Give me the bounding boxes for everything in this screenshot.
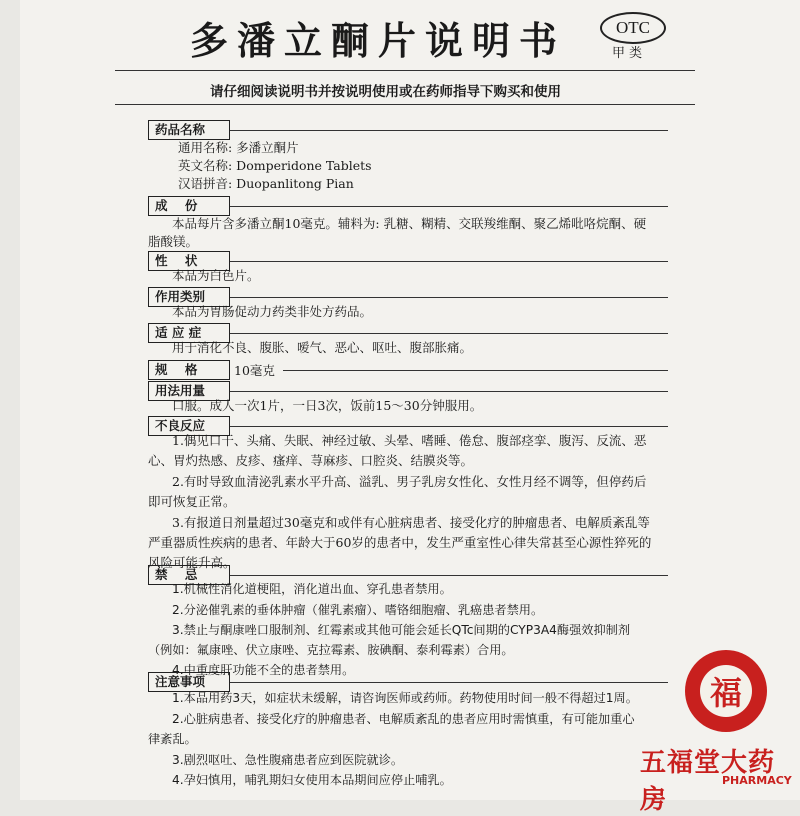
adverse-line: 严重器质性疾病的患者、年龄大于60岁的患者中，发生严重室性心律失常甚至心源性猝死的	[148, 535, 652, 550]
precaution-line: 1.本品用药3天，如症状未缓解，请咨询医师或药师。药物使用时间一般不得超过1周。	[172, 691, 638, 705]
section-rule	[283, 370, 668, 371]
otc-badge: OTC	[600, 12, 666, 44]
ingredients-line-2: 脂酸镁。	[148, 234, 199, 249]
indication-text: 用于消化不良、腹胀、嗳气、恶心、呕吐、腹部胀痛。	[172, 340, 473, 355]
generic-name: 通用名称: 多潘立酮片	[178, 140, 299, 155]
section-rule	[230, 426, 668, 427]
precaution-line: 4.孕妇慎用，哺乳期妇女使用本品期间应停止哺乳。	[172, 773, 452, 787]
section-rule	[230, 130, 668, 131]
pharmacy-brand-name: 五福堂大药房	[640, 748, 776, 815]
section-rule	[230, 682, 668, 683]
section-title: 用法用量	[148, 381, 230, 401]
adverse-line: 1.偶见口干、头痛、失眠、神经过敏、头晕、嗜睡、倦怠、腹部痉挛、腹泻、反流、恶	[172, 433, 647, 448]
spec-value: 10毫克	[234, 363, 275, 378]
section-rule	[230, 391, 668, 392]
contraindication-line: 4.中重度肝功能不全的患者禁用。	[172, 663, 355, 677]
header-divider-bottom	[115, 104, 695, 105]
section-rule	[230, 333, 668, 334]
section-header-spec	[148, 360, 668, 380]
pharmacy-logo-icon	[685, 650, 767, 732]
adverse-line: 心、胃灼热感、皮疹、瘙痒、荨麻疹、口腔炎、结膜炎等。	[148, 453, 474, 468]
dosage-text: 口服。成人一次1片，一日3次，饭前15～30分钟服用。	[172, 398, 483, 413]
header-divider-top	[115, 70, 695, 71]
section-title: 适 应 症	[148, 323, 230, 343]
fu-character: 福	[700, 665, 752, 717]
adverse-line: 3.有报道日剂量超过30毫克和或伴有心脏病患者、接受化疗的肿瘤患者、电解质紊乱等	[172, 515, 650, 530]
section-rule	[230, 261, 668, 262]
section-title: 性 状	[148, 251, 230, 271]
document-title: 多潘立酮片说明书	[190, 19, 567, 63]
section-title: 药品名称	[148, 120, 230, 140]
section-title: 注意事项	[148, 672, 230, 692]
section-title: 不良反应	[148, 416, 230, 436]
section-header-name	[148, 120, 668, 140]
adverse-line: 风险可能升高。	[148, 555, 236, 570]
appearance-text: 本品为白色片。	[172, 268, 260, 283]
section-rule	[230, 206, 668, 207]
contraindication-line: 2.分泌催乳素的垂体肿瘤（催乳素瘤）、嗜铬细胞瘤、乳癌患者禁用。	[172, 603, 544, 617]
ingredients-line-1: 本品每片含多潘立酮10毫克。辅料为: 乳糖、糊精、交联羧维酮、聚乙烯吡咯烷酮、硬	[172, 216, 647, 231]
section-rule	[230, 575, 668, 576]
english-name: 英文名称: Domperidone Tablets	[178, 158, 372, 173]
adverse-line: 即可恢复正常。	[148, 494, 236, 509]
pinyin-name: 汉语拼音: Duopanlitong Pian	[178, 176, 354, 191]
precaution-line: 3.剧烈呕吐、急性腹痛患者应到医院就诊。	[172, 753, 404, 767]
contraindication-line: （例如：氟康唑、伏立康唑、克拉霉素、胺碘酮、泰利霉素）合用。	[148, 643, 514, 657]
contraindication-line: 1.机械性消化道梗阻，消化道出血、穿孔患者禁用。	[172, 582, 452, 596]
section-title: 成 份	[148, 196, 230, 216]
section-rule	[230, 297, 668, 298]
section-title: 作用类别	[148, 287, 230, 307]
usage-advisory: 请仔细阅读说明书并按说明使用或在药师指导下购买和使用	[210, 84, 561, 100]
category-text: 本品为胃肠促动力药类非处方药品。	[172, 304, 373, 319]
precaution-line: 2.心脏病患者、接受化疗的肿瘤患者、电解质紊乱的患者应用时需慎重，有可能加重心	[172, 712, 635, 726]
otc-class-label: 甲类	[612, 46, 647, 61]
section-header-ingredients	[148, 196, 668, 216]
section-title: 规 格	[148, 360, 230, 380]
adverse-line: 2.有时导致血清泌乳素水平升高、溢乳、男子乳房女性化、女性月经不调等，但停药后	[172, 474, 647, 489]
section-title: 禁 忌	[148, 565, 230, 585]
contraindication-line: 3.禁止与酮康唑口服制剂、红霉素或其他可能会延长QTc间期的CYP3A4酶强效抑制剂	[172, 623, 631, 637]
pharmacy-brand-english: PHARMACY	[722, 774, 792, 787]
precaution-line: 律紊乱。	[148, 732, 197, 746]
